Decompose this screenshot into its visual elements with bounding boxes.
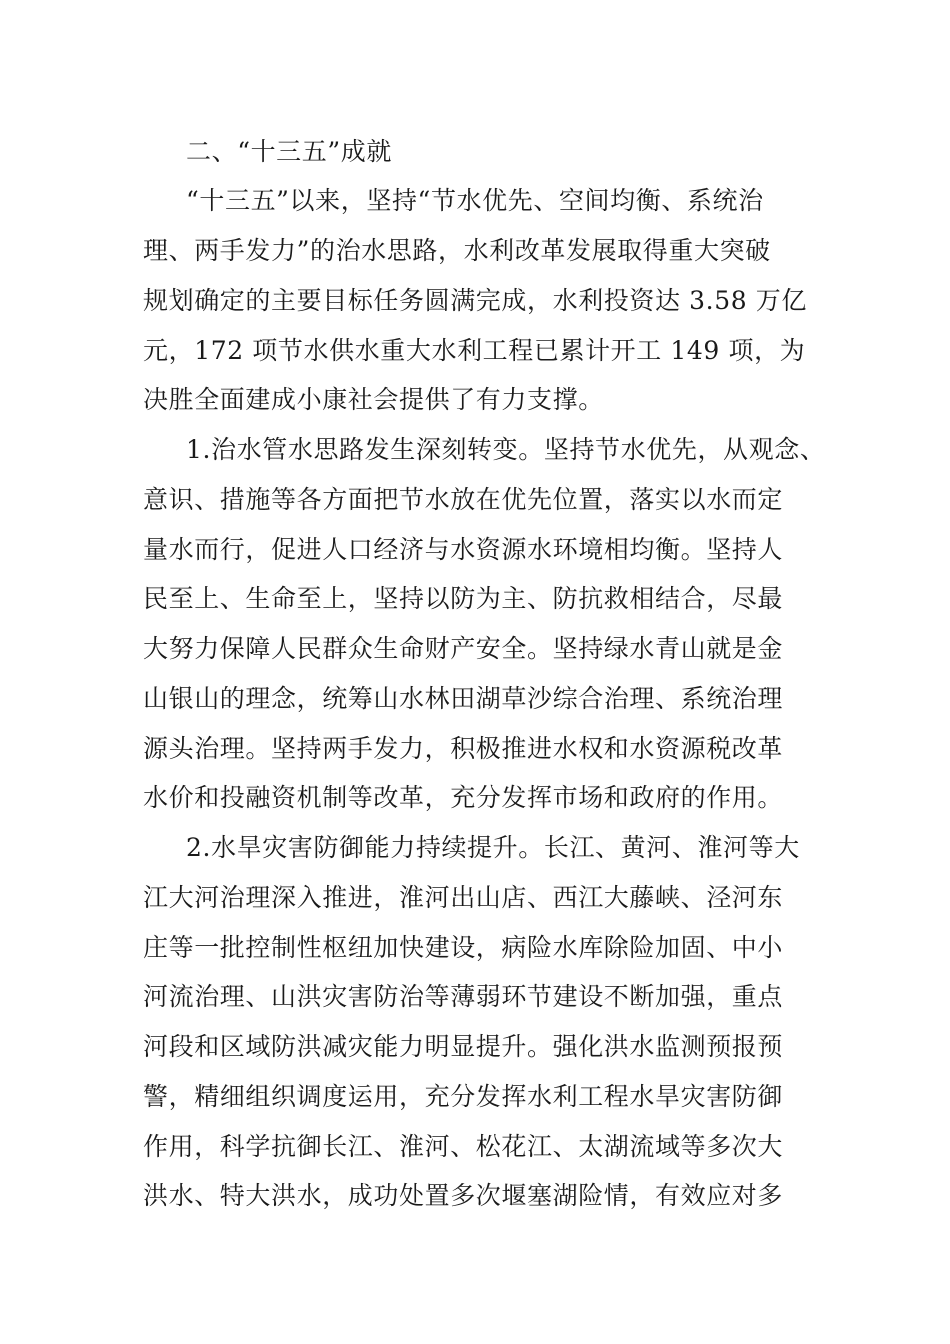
paragraph-line: 源头治理。坚持两手发力，积极推进水权和水资源税改革 (143, 734, 784, 763)
paragraph-line: 警，精细组织调度运用，充分发挥水利工程水旱灾害防御 (143, 1082, 784, 1111)
paragraph-line: 作用，科学抗御长江、淮河、松花江、太湖流域等多次大 (143, 1132, 784, 1161)
paragraph-line: 洪水、特大洪水，成功处置多次堰塞湖险情，有效应对多 (143, 1181, 784, 1210)
paragraph-line: 量水而行，促进人口经济与水资源水环境相均衡。坚持人 (143, 535, 784, 564)
paragraph-line: “十三五”以来，坚持“节水优先、空间均衡、系统治 (186, 186, 764, 215)
paragraph-line: 水价和投融资机制等改革，充分发挥市场和政府的作用。 (143, 783, 784, 812)
paragraph-line: 1.治水管水思路发生深刻转变。坚持节水优先，从观念、 (186, 435, 826, 464)
paragraph-line: 庄等一批控制性枢纽加快建设，病险水库除险加固、中小 (143, 933, 784, 962)
paragraph-line: 民至上、生命至上，坚持以防为主、防抗救相结合，尽最 (143, 584, 784, 613)
paragraph-line: 2.水旱灾害防御能力持续提升。长江、黄河、淮河等大 (186, 833, 800, 862)
paragraph-line: 江大河治理深入推进，淮河出山店、西江大藤峡、泾河东 (143, 883, 784, 912)
paragraph-line: 山银山的理念，统筹山水林田湖草沙综合治理、系统治理 (143, 684, 784, 713)
paragraph-line: 决胜全面建成小康社会提供了有力支撑。 (143, 385, 604, 414)
paragraph-line: 河流治理、山洪灾害防治等薄弱环节建设不断加强，重点 (143, 982, 784, 1011)
paragraph-line: 大努力保障人民群众生命财产安全。坚持绿水青山就是金 (143, 634, 784, 663)
paragraph-line: 河段和区域防洪减灾能力明显提升。强化洪水监测预报预 (143, 1032, 784, 1061)
paragraph-line: 元，172 项节水供水重大水利工程已累计开工 149 项，为 (143, 336, 806, 365)
paragraph-line: 规划确定的主要目标任务圆满完成，水利投资达 3.58 万亿 (143, 286, 807, 315)
section-heading: 二、“十三五”成就 (186, 137, 392, 166)
paragraph-line: 意识、措施等各方面把节水放在优先位置，落实以水而定 (143, 485, 784, 514)
paragraph-line: 理、两手发力”的治水思路，水利改革发展取得重大突破 (143, 236, 771, 265)
